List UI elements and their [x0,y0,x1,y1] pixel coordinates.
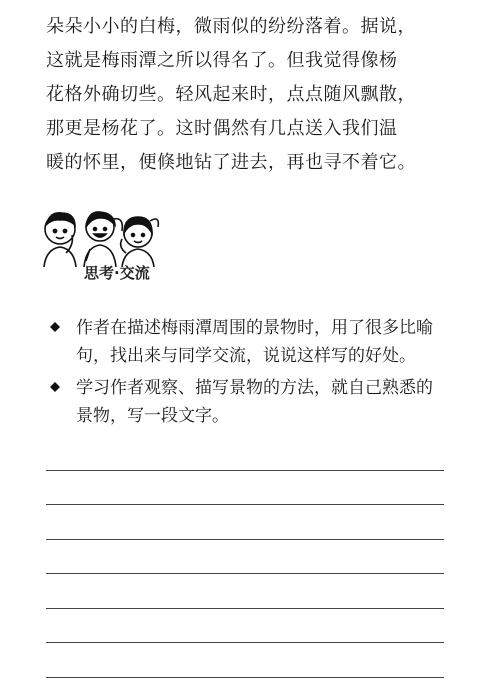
diamond-bullet-icon [50,322,60,332]
children-discussion-icon [38,205,163,267]
writing-line[interactable] [46,540,444,575]
writing-line[interactable] [46,643,444,678]
section-title: 思考·交流 [84,264,150,282]
task-text: 学习作者观察、描写景物的方法，就自己熟悉的 景物，写一段文字。 [76,378,433,426]
writing-line[interactable] [46,574,444,609]
writing-line[interactable] [46,471,444,506]
passage-line: 暖的怀里，便倏地钻了进去，再也寻不着它。 [46,152,416,173]
passage-line: 这就是梅雨潭之所以得名了。但我觉得像杨 [46,50,398,71]
reading-passage [46,10,466,180]
writing-line[interactable] [46,436,444,471]
passage-line: 那更是杨花了。这时偶然有几点送入我们温 [46,118,398,139]
task-list [50,314,470,434]
writing-line[interactable] [46,609,444,644]
writing-area[interactable] [46,436,444,678]
task-text: 作者在描述梅雨潭周围的景物时，用了很多比喻 句，找出来与同学交流，说说这样写的好处。 [76,318,433,366]
task-item [50,374,470,430]
passage-line: 花格外确切些。轻风起来时，点点随风飘散， [46,84,416,105]
task-item [50,314,470,370]
passage-line: 朵朵小小的白梅，微雨似的纷纷落着。据说， [46,16,416,37]
diamond-bullet-icon [50,382,60,392]
writing-line[interactable] [46,505,444,540]
